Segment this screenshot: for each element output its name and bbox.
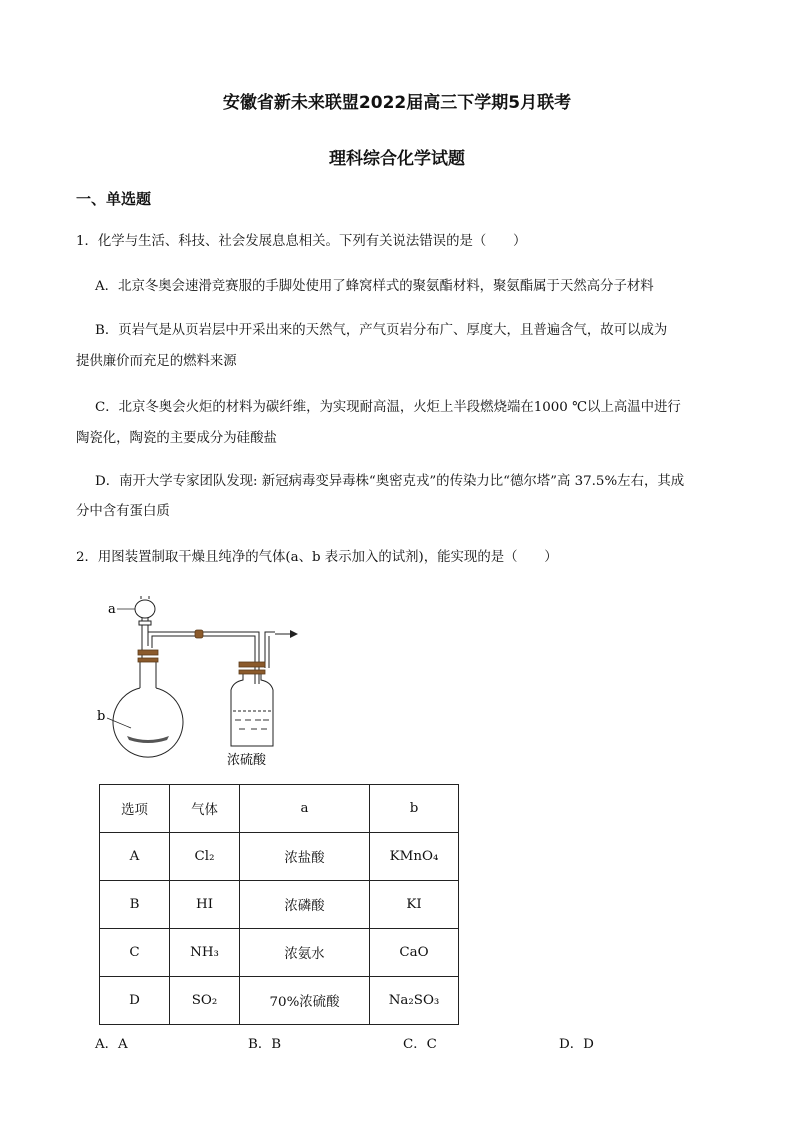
table-cell: HI bbox=[170, 881, 240, 929]
question-1-option-c-line1: C．北京冬奥会火炬的材料为碳纤维，为实现耐高温，火炬上半段燃烧端在1000 ℃以上高温中进行 bbox=[95, 400, 681, 415]
table-row bbox=[100, 881, 459, 929]
bottle-label: 浓硫酸 bbox=[227, 753, 267, 768]
question-1-option-b-line1: B．页岩气是从页岩层中开采出来的天然气，产气页岩分布广、厚度大，且普遍含气，故可以成为 bbox=[95, 323, 668, 338]
table-cell: SO₂ bbox=[170, 977, 240, 1025]
label-b: b bbox=[97, 709, 106, 724]
question-1-option-b-line2: 提供廉价而充足的燃料来源 bbox=[76, 354, 237, 369]
table-cell: D bbox=[100, 977, 170, 1025]
gas-apparatus-diagram bbox=[95, 596, 315, 771]
table-cell: Cl₂ bbox=[170, 833, 240, 881]
answer-choice-d: D．D bbox=[559, 1037, 594, 1052]
label-a: a bbox=[108, 602, 116, 617]
table-cell: B bbox=[100, 881, 170, 929]
table-header-row bbox=[100, 785, 459, 833]
table-row bbox=[100, 977, 459, 1025]
question-1-option-c-line2: 陶瓷化，陶瓷的主要成分为硅酸盐 bbox=[76, 431, 277, 446]
question-1-stem: 1．化学与生活、科技、社会发展息息相关。下列有关说法错误的是（ ） bbox=[76, 234, 527, 249]
table-cell: 浓盐酸 bbox=[240, 833, 370, 881]
table-cell: NH₃ bbox=[170, 929, 240, 977]
answer-choice-c: C．C bbox=[403, 1037, 437, 1052]
table-header-cell: a bbox=[240, 785, 370, 833]
table-row bbox=[100, 833, 459, 881]
table-cell: 浓氨水 bbox=[240, 929, 370, 977]
table-cell: CaO bbox=[370, 929, 459, 977]
page-title: 安徽省新未来联盟2022届高三下学期5月联考 bbox=[222, 93, 572, 113]
table-row bbox=[100, 929, 459, 977]
page-subtitle: 理科综合化学试题 bbox=[329, 149, 465, 169]
table-cell: KI bbox=[370, 881, 459, 929]
table-header-cell: 气体 bbox=[170, 785, 240, 833]
answer-choice-a: A．A bbox=[95, 1037, 128, 1052]
answer-choice-b: B．B bbox=[248, 1037, 282, 1052]
table-header-cell: b bbox=[370, 785, 459, 833]
table-cell: Na₂SO₃ bbox=[370, 977, 459, 1025]
question-1-option-d-line2: 分中含有蛋白质 bbox=[76, 504, 170, 519]
table-cell: KMnO₄ bbox=[370, 833, 459, 881]
options-table bbox=[99, 784, 459, 1025]
table-cell: A bbox=[100, 833, 170, 881]
question-1-option-a: A．北京冬奥会速滑竞赛服的手脚处使用了蜂窝样式的聚氨酯材料，聚氨酯属于天然高分子材料 bbox=[95, 279, 654, 294]
table-header-cell: 选项 bbox=[100, 785, 170, 833]
question-2-stem: 2．用图装置制取干燥且纯净的气体(a、b 表示加入的试剂)，能实现的是（ ） bbox=[76, 550, 558, 565]
table-cell: C bbox=[100, 929, 170, 977]
section-heading: 一、单选题 bbox=[76, 190, 152, 208]
question-1-option-d-line1: D．南开大学专家团队发现: 新冠病毒变异毒株“奥密克戎”的传染力比“德尔塔”高 37.5%左右，其成 bbox=[95, 474, 685, 489]
table-cell: 浓磷酸 bbox=[240, 881, 370, 929]
table-cell: 70%浓硫酸 bbox=[240, 977, 370, 1025]
